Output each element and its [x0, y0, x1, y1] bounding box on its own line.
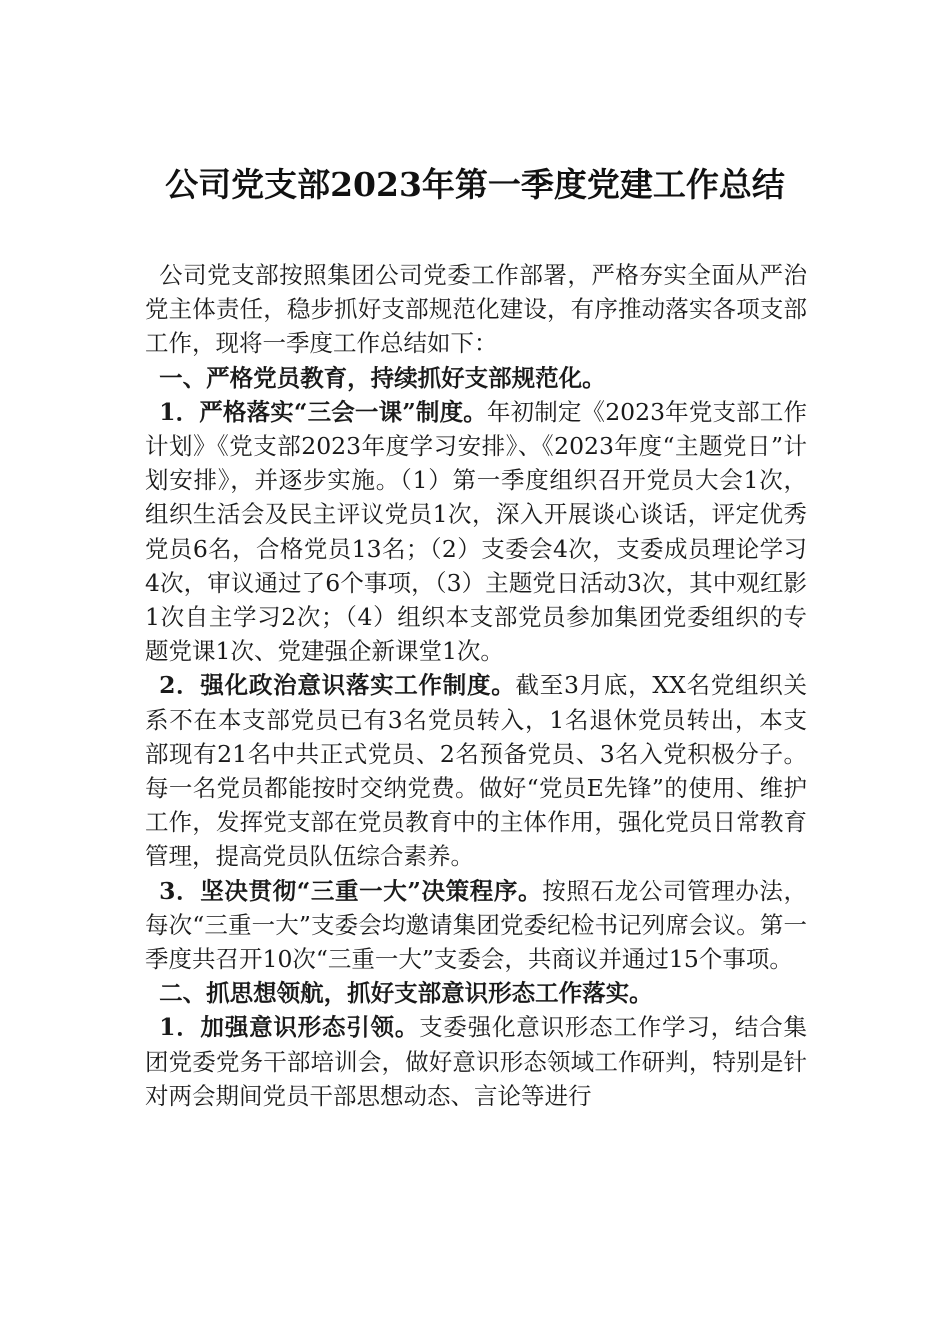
document-title: 公司党支部2023年第一季度党建工作总结	[165, 165, 785, 204]
item-text: 年初制定《2023年党支部工作计划》《党支部2023年度学习安排》、《2023年度“主题党日”计划安排》，并逐步实施。（1）第一季度组织召开党员大会1次，组织生活会及民主评议党员1次，深入开展谈心谈话，评定优秀党员6名，合格党员13名；（2）支委会4次，支委成员理论学习4次，审议通过了6个事项，（3）主题党日活动3次，其中观红影1次自主学习2次；（4）组织本支部党员参加集团党委组织的专题党课1次、党建强企新课堂1次。	[145, 397, 807, 666]
item-paragraph-2-1	[145, 1010, 807, 1113]
item-lead: 1．严格落实“三会一课”制度。	[159, 397, 487, 426]
section-heading-text: 一、严格党员教育，持续抓好支部规范化。	[159, 363, 606, 392]
intro-paragraph	[145, 258, 807, 361]
item-lead: 2．强化政治意识落实工作制度。	[159, 671, 516, 700]
item-text: 按照石龙公司管理办法，每次“三重一大”支委会均邀请集团党委纪检书记列席会议。第一季度共召开10次“三重一大”支委会，共商议并通过15个事项。	[145, 876, 808, 974]
document-body	[145, 258, 807, 1113]
paragraph-text: 公司党支部按照集团公司党委工作部署，严格夯实全面从严治党主体责任，稳步抓好支部规范化建设，有序推动落实各项支部工作，现将一季度工作总结如下：	[145, 261, 807, 358]
item-text: 支委强化意识形态工作学习，结合集团党委党务干部培训会，做好意识形态领域工作研判，特别是针对两会期间党员干部思想动态、言论等进行	[145, 1013, 807, 1110]
section-heading-text: 二、抓思想领航，抓好支部意识形态工作落实。	[159, 979, 653, 1008]
item-paragraph-1-3	[145, 874, 807, 977]
section-heading-1	[145, 361, 807, 395]
section-heading-2	[145, 976, 807, 1010]
item-paragraph-1-2	[145, 668, 807, 873]
item-paragraph-1-1	[145, 395, 807, 669]
item-lead: 1．加强意识形态引领。	[159, 1013, 420, 1042]
item-lead: 3．坚决贯彻“三重一大”决策程序。	[159, 876, 543, 905]
item-text: 截至3月底，XX名党组织关系不在本支部党员已有3名党员转入，1名退休党员转出，本支部现有21名中共正式党员、2名预备党员、3名入党积极分子。每一名党员都能按时交纳党费。做好“党员E先锋”的使用、维护工作，发挥党支部在党员教育中的主体作用，强化党员日常教育管理，提高党员队伍综合素养。	[145, 671, 807, 871]
